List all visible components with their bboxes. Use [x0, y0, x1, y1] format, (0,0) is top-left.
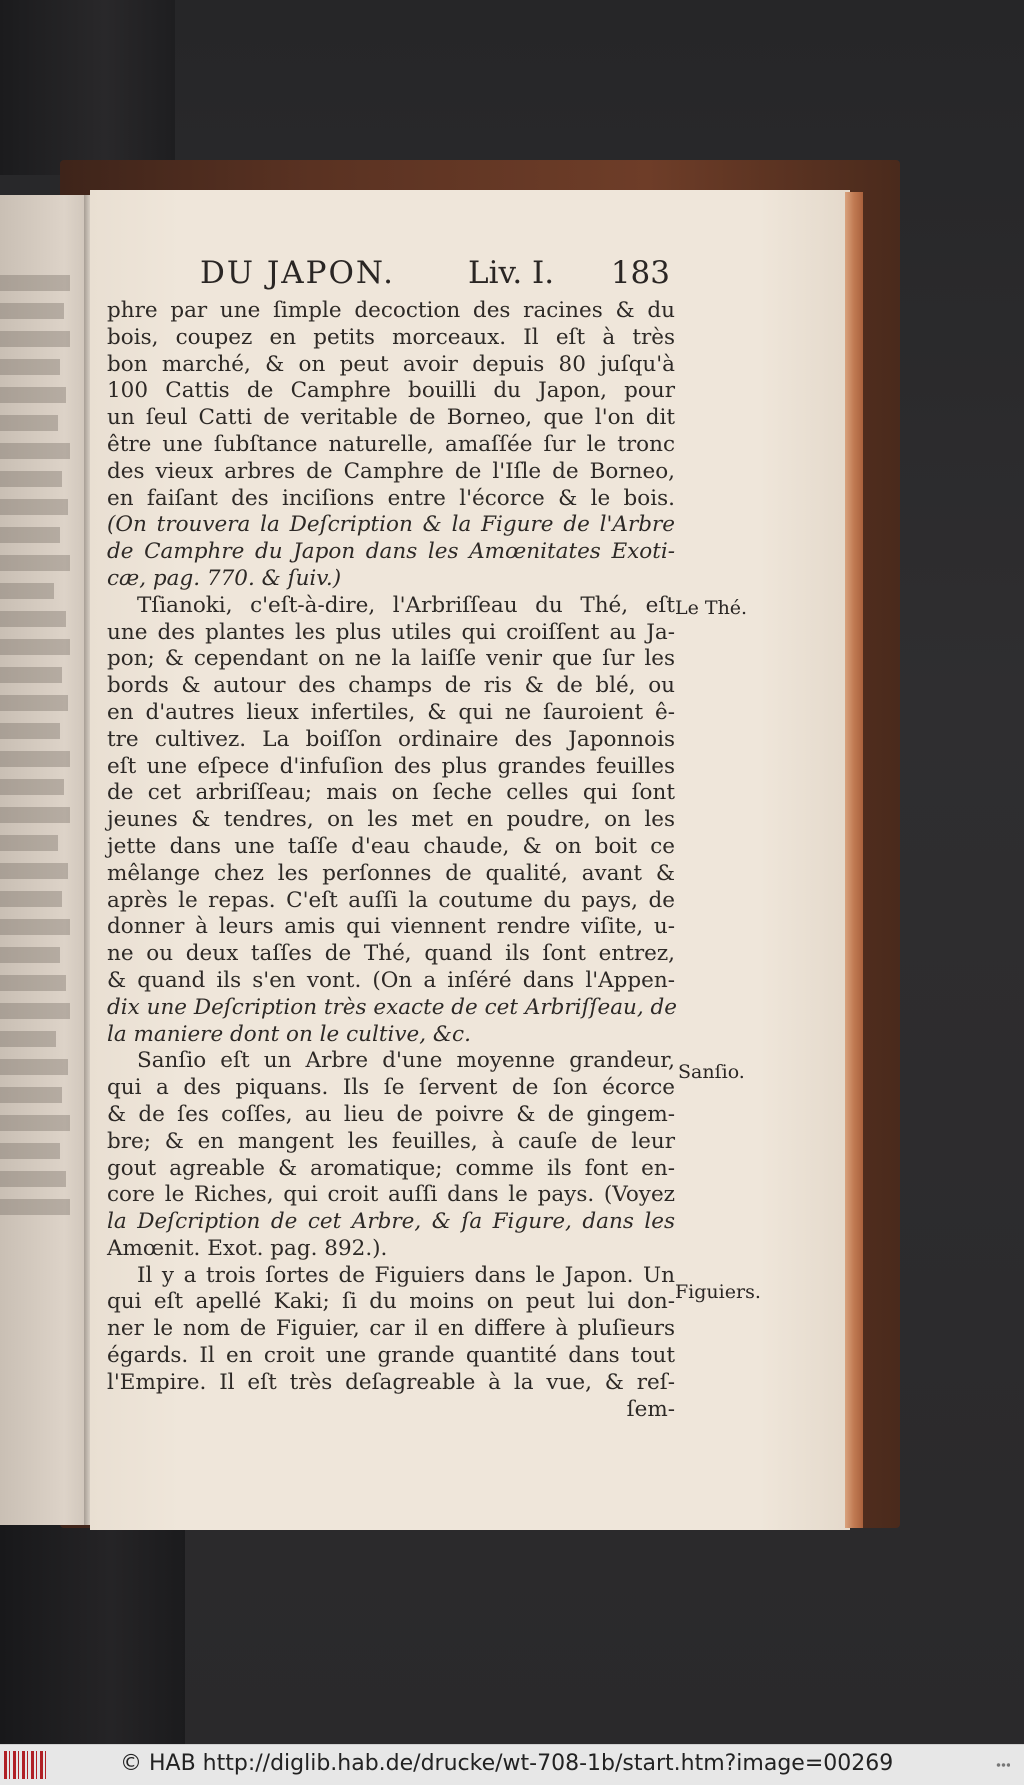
viewer-footer: [0, 1744, 1024, 1785]
text-line: bords & autour des champs de ris & de blé, ou: [107, 673, 675, 699]
text-line: ne ou deux taſſes de Thé, quand ils ſont entrez,: [107, 941, 675, 967]
text-line: en faiſant des inciſions entre l'écorce & le bois.: [107, 485, 675, 511]
page-edge: [845, 192, 863, 1528]
text-line: jeunes & tendres, on les met en poudre, on les: [107, 807, 675, 833]
text-line: ner le nom de Figuier, car il en differe à pluſieurs: [107, 1316, 675, 1342]
margin-note-the: Le Thé.: [675, 597, 748, 619]
text-line: égards. Il en croit une grande quantité dans tout: [107, 1343, 675, 1369]
text-line: dix une Deſcription très exacte de cet Arbriſſeau, de: [107, 994, 678, 1020]
text-line: de cet arbriſſeau; mais on ſeche celles qui ſont: [107, 780, 675, 806]
text-line: de Camphre du Japon dans les Amœnitates Exoti-: [107, 539, 675, 565]
text-line: une des plantes les plus utiles qui croiſſent au Ja-: [107, 619, 675, 645]
hab-barcode-icon[interactable]: [4, 1751, 48, 1779]
text-line: tre cultivez. La boiſſon ordinaire des Japonnois: [107, 726, 675, 752]
binding-strap: [0, 0, 175, 175]
text-line: l'Empire. Il eſt très deſagreable à la vue, & reſ-: [107, 1369, 675, 1395]
text-line: Amœnit. Exot. pag. 892.).: [107, 1235, 388, 1261]
text-line: Tſianoki, c'eſt-à-dire, l'Arbriſſeau du Thé, eſt: [137, 592, 675, 618]
text-line: core le Riches, qui croit auſſi dans le pays. (Voyez: [107, 1182, 675, 1208]
text-line: qui a des piquans. Ils ſe ſervent de ſon écorce: [107, 1075, 675, 1101]
dots-icon[interactable]: [996, 1763, 1010, 1767]
text-line: qui eſt apellé Kaki; ſi du moins on peut lui don-: [107, 1289, 675, 1315]
copyright-link[interactable]: © HAB http://diglib.hab.de/drucke/wt-708-1b/start.htm?image=00269: [120, 1751, 894, 1776]
text-line: donner à leurs amis qui viennent rendre viſite, u-: [107, 914, 675, 940]
text-line: la maniere dont on le cultive, &c.: [107, 1021, 471, 1047]
text-line: 100 Cattis de Camphre bouilli du Japon, pour: [107, 378, 675, 404]
text-line: & de ſes coſſes, au lieu de poivre & de gingem-: [107, 1101, 675, 1127]
catchword: ſem-: [626, 1396, 675, 1422]
page-number: 183: [610, 255, 670, 291]
binding-strap-bottom: [0, 1520, 185, 1744]
text-line: après le repas. C'eſt auſſi la coutume du pays, de: [107, 887, 675, 913]
text-line: (On trouvera la Deſcription & la Figure de l'Arbre: [107, 512, 675, 538]
running-head-title: DU JAPON.: [200, 255, 395, 291]
text-line: cæ, pag. 770. & ſuiv.): [107, 565, 342, 591]
text-line: jette dans une taſſe d'eau chaude, & on boit ce: [107, 833, 675, 859]
text-line: la Deſcription de cet Arbre, & ſa Figure, dans les: [107, 1209, 675, 1235]
body-text: [107, 298, 678, 1423]
text-line: pon; & cependant on ne la laiſſe venir que ſur les: [107, 646, 675, 672]
text-line: mêlange chez les perſonnes de qualité, avant &: [107, 860, 675, 886]
text-line: Il y a trois ſortes de Figuiers dans le Japon. Un: [137, 1262, 675, 1288]
text-line: phre par une ſimple decoction des racines & du: [107, 298, 675, 323]
text-line: des vieux arbres de Camphre de l'Iſle de Borneo,: [107, 458, 675, 484]
facing-page-edge: [0, 195, 92, 1525]
text-line: bois, coupez en petits morceaux. Il eſt à très: [107, 324, 675, 350]
text-line: un ſeul Catti de veritable de Borneo, que l'on dit: [107, 405, 675, 431]
text-line: bre; & en mangent les feuilles, à cauſe de leur: [107, 1128, 675, 1154]
text-line: gout agreable & aromatique; comme ils font en-: [107, 1155, 675, 1181]
running-head-book: Liv. I.: [468, 255, 555, 291]
text-line: & quand ils s'en vont. (On a inſéré dans l'Appen-: [107, 967, 675, 993]
margin-note-sansio: Sanſio.: [678, 1061, 745, 1083]
text-line: être une ſubſtance naturelle, amaſſée ſur le tronc: [107, 431, 675, 457]
text-line: bon marché, & on peut avoir depuis 80 juſqu'à: [107, 351, 675, 377]
running-head: [200, 255, 670, 299]
margin-note-figuiers: Figuiers.: [675, 1281, 761, 1303]
text-line: eſt une eſpece d'infuſion des plus grandes feuilles: [107, 753, 675, 779]
text-line: en d'autres lieux infertiles, & qui ne ſauroient ê-: [107, 699, 675, 725]
text-line: Sanſio eſt un Arbre d'une moyenne grandeur,: [137, 1048, 675, 1074]
